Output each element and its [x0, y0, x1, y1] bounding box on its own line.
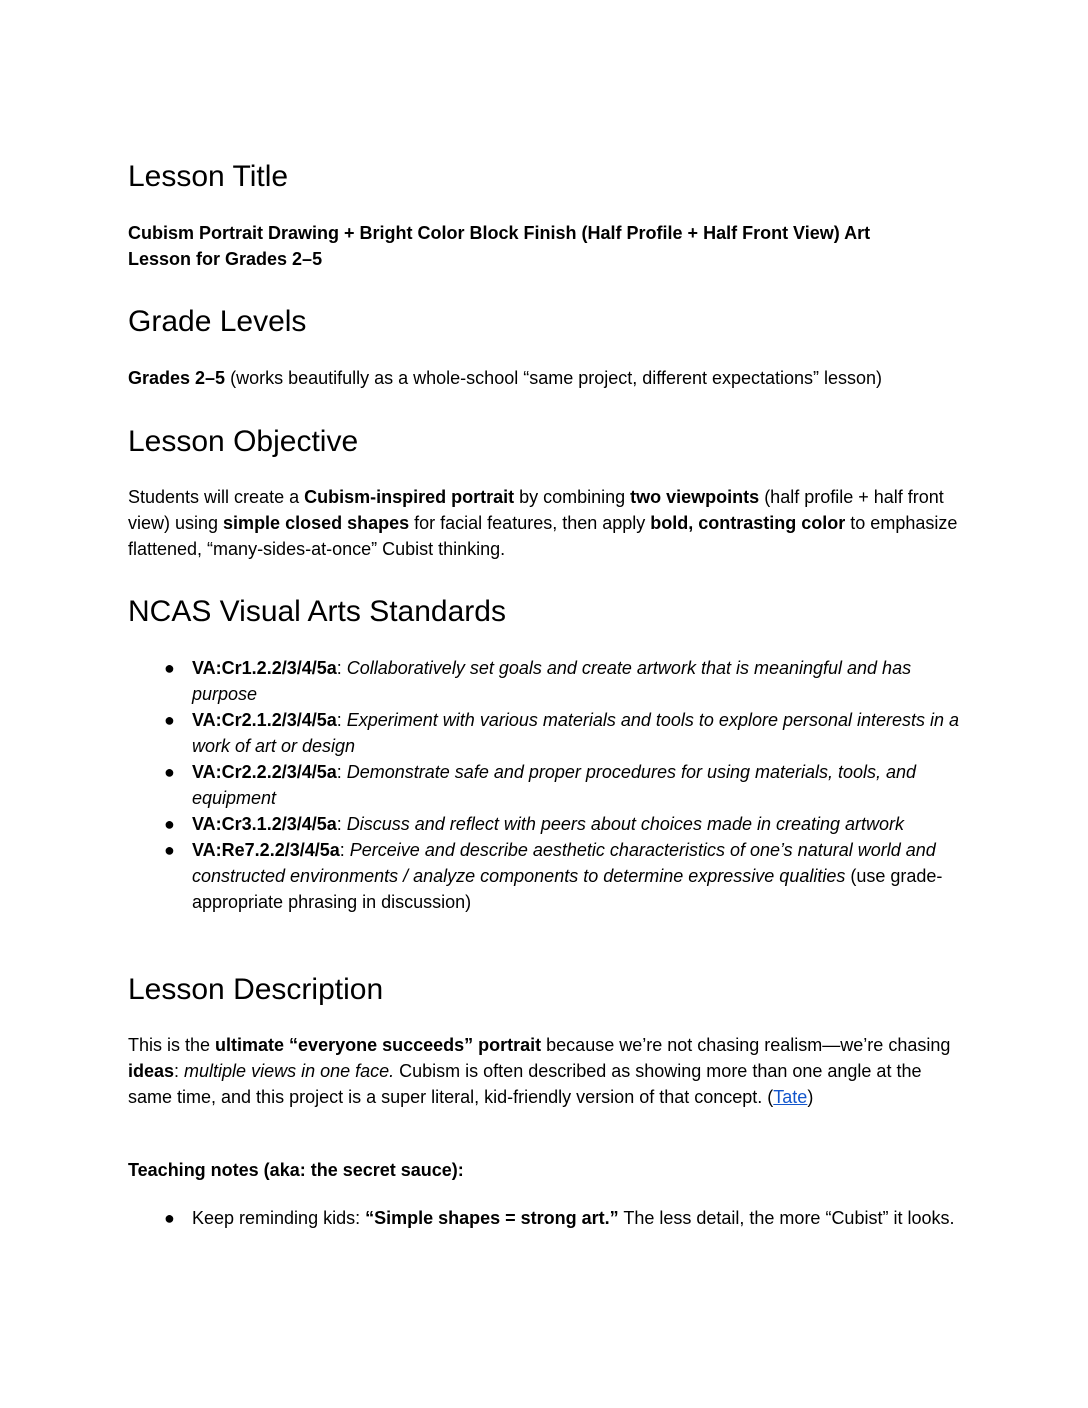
standard-desc: Demonstrate safe and proper procedures for using materials, tools, and equipment — [192, 762, 917, 808]
description-bold: ideas — [128, 1061, 175, 1081]
bullet-icon: ● — [164, 1208, 175, 1228]
standards-heading: NCAS Visual Arts Standards — [128, 595, 506, 628]
description-run: because we’re not chasing realism—we’re chasing — [541, 1035, 951, 1055]
objective-bold: bold, contrasting color — [650, 513, 846, 533]
objective-bold: two viewpoints — [630, 487, 760, 507]
standard-code: VA:Cr2.2.2/3/4/5a — [192, 762, 337, 782]
objective-run: (half profile + half front view) using — [128, 487, 944, 533]
standard-sep: : — [339, 840, 350, 860]
tate-link[interactable]: Tate — [773, 1087, 808, 1107]
standard-desc: Discuss and reflect with peers about choices made in creating artwork — [346, 814, 905, 834]
description-run: This is the — [128, 1035, 216, 1055]
standard-sep: : — [336, 658, 347, 678]
note-run: The less detail, the more “Cubist” it looks. — [618, 1208, 955, 1228]
objective-run: for facial features, then apply — [409, 513, 651, 533]
grade-levels-bold: Grades 2–5 — [128, 368, 226, 388]
note-bold: “Simple shapes = strong art.” — [365, 1208, 619, 1228]
standard-item — [128, 759, 960, 811]
description-run: : — [174, 1061, 185, 1081]
standard-extra: (use grade-appropriate phrasing in discussion) — [192, 866, 943, 912]
standards-list — [128, 655, 960, 915]
standard-desc: Experiment with various materials and tools to explore personal interests in a work of art or design — [192, 710, 960, 756]
objective-run: Students will create a — [128, 487, 305, 507]
standard-item — [128, 811, 960, 837]
standard-code: VA:Cr3.1.2/3/4/5a — [192, 814, 337, 834]
teaching-note-item — [128, 1205, 960, 1231]
standard-code: VA:Cr2.1.2/3/4/5a — [192, 710, 337, 730]
teaching-notes-heading — [128, 1157, 960, 1183]
grade-levels-rest: (works beautifully as a whole-school “same project, different expectations” lesson) — [225, 368, 883, 388]
standard-code: VA:Re7.2.2/3/4/5a — [192, 840, 340, 860]
note-run: Keep reminding kids: — [192, 1208, 366, 1228]
standard-item — [128, 837, 960, 915]
standard-desc: Perceive and describe aesthetic characteristics of one’s natural world and constructed environments / analyze components to determine expressive qualities — [192, 840, 936, 886]
standard-code: VA:Cr1.2.2/3/4/5a — [192, 658, 337, 678]
lesson-title-line2: Lesson for Grades 2–5 — [128, 249, 323, 269]
objective-bold: Cubism-inspired portrait — [304, 487, 515, 507]
objective-text — [128, 484, 960, 562]
objective-bold: simple closed shapes — [223, 513, 410, 533]
teaching-notes-list — [128, 1205, 960, 1231]
grade-levels-text — [128, 365, 960, 391]
description-italic: multiple views in one face. — [184, 1061, 395, 1081]
description-bold: ultimate “everyone succeeds” portrait — [215, 1035, 542, 1055]
lesson-title-heading: Lesson Title — [128, 160, 289, 193]
standard-sep: : — [336, 710, 347, 730]
standard-item — [128, 655, 960, 707]
objective-run: by combining — [514, 487, 631, 507]
description-run: Cubism is often described as showing more than one angle at the same time, and this project is a super literal, kid-friendly version of that concept. ( — [128, 1061, 922, 1107]
grade-levels-heading: Grade Levels — [128, 305, 307, 338]
teaching-notes-heading-text: Teaching notes (aka: the secret sauce): — [128, 1160, 464, 1180]
standard-item — [128, 707, 960, 759]
description-run: ) — [807, 1087, 814, 1107]
description-heading: Lesson Description — [128, 973, 384, 1006]
bullet-icon: ● — [164, 814, 175, 834]
lesson-title-text — [128, 220, 960, 272]
bullet-icon: ● — [164, 658, 175, 678]
bullet-icon: ● — [164, 710, 175, 730]
bullet-icon: ● — [164, 762, 175, 782]
bullet-icon: ● — [164, 840, 175, 860]
standard-desc: Collaboratively set goals and create artwork that is meaningful and has purpose — [192, 658, 912, 704]
standard-sep: : — [336, 814, 347, 834]
description-text — [128, 1032, 960, 1110]
standard-sep: : — [336, 762, 347, 782]
objective-heading: Lesson Objective — [128, 425, 359, 458]
objective-run: to emphasize flattened, “many-sides-at-once” Cubist thinking. — [128, 513, 958, 559]
lesson-title-line1: Cubism Portrait Drawing + Bright Color Block Finish (Half Profile + Half Front View) Art — [128, 223, 871, 243]
